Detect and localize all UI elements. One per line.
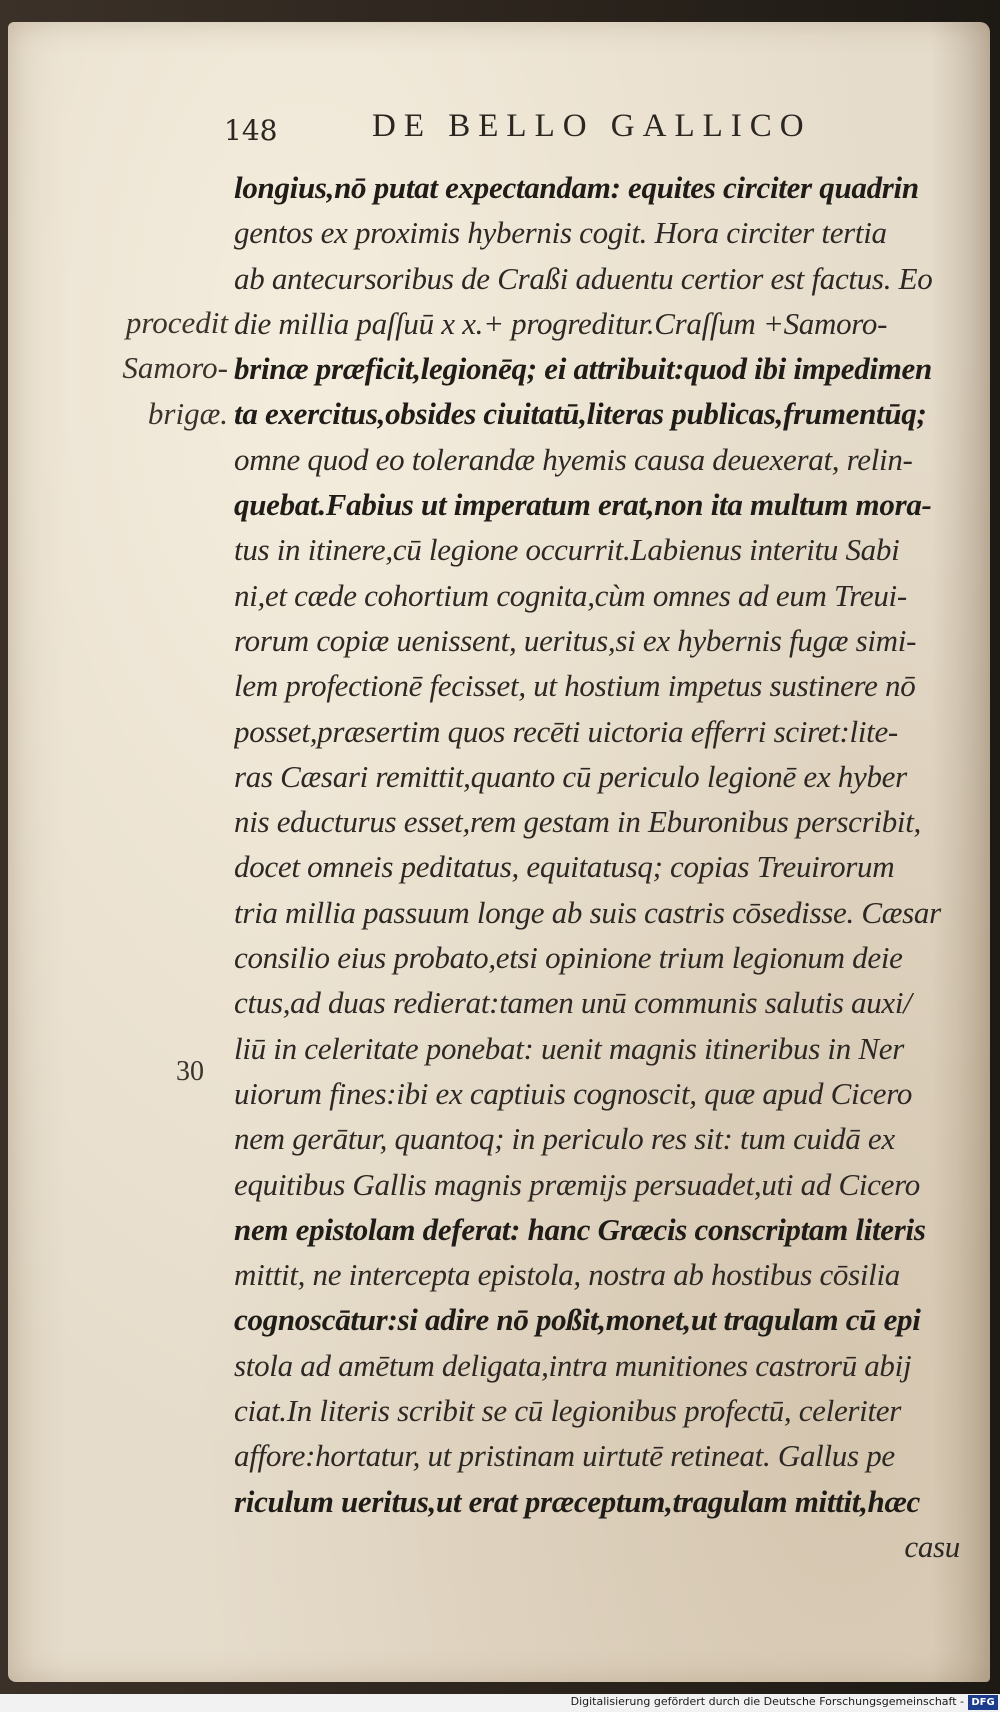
text-line: stola ad amētum deligata,intra munitiones castrorū abij (234, 1347, 912, 1383)
text-line: tus in itinere,cū legione occurrit.Labienus interitu Sabi (234, 532, 900, 568)
text-line: ctus,ad duas redierat:tamen unū communis salutis auxi/ (234, 985, 912, 1021)
text-line: die millia paſſuū x x.+ progreditur.Craſſum +Samoro- (234, 305, 888, 341)
text-line: riculum ueritus,ut erat præceptum,tragulam mittit,hæc (234, 1483, 921, 1519)
body-text (234, 165, 974, 1569)
text-line: ni,et cæde cohortium cognita,cùm omnes ad eum Treui- (234, 577, 907, 613)
text-line: cognoscātur:si adire nō poßit,monet,ut tragulam cū epi (234, 1302, 921, 1338)
text-line: consilio eius probato,etsi opinione trium legionum deie (234, 940, 903, 976)
digitization-footer (0, 1694, 1000, 1712)
marginal-note-line: Samoro- (122, 350, 228, 386)
marginal-note-line: brigæ. (147, 395, 228, 431)
dfg-logo: DFG (968, 1695, 998, 1710)
page-number: 148 (224, 114, 278, 147)
marginal-note (90, 300, 228, 436)
text-line: gentos ex proximis hybernis cogit. Hora circiter tertia (234, 215, 887, 251)
text-line: tria millia passuum longe ab suis castris cōsedisse. Cæsar (234, 894, 941, 930)
text-line: brinæ præficit,legionēq; ei attribuit:quod ibi impedimen (234, 351, 932, 387)
page-header (0, 108, 1000, 152)
text-line: docet omneis peditatus, equitatusq; copias Treuirorum (234, 849, 895, 885)
text-line: uiorum fines:ibi ex captiuis cognoscit, quæ apud Cicero (234, 1075, 913, 1111)
text-line: liū in celeritate ponebat: uenit magnis itineribus in Ner (234, 1030, 904, 1066)
catchword: casu (904, 1528, 960, 1564)
marginal-note-line: procedit (125, 305, 228, 340)
text-line: ta exercitus,obsides ciuitatū,literas publicas,frumentūq; (234, 396, 927, 432)
text-line: rorum copiæ uenissent, ueritus,si ex hybernis fugæ simi- (234, 622, 917, 658)
text-line: ciat.In literis scribit se cū legionibus profectū, celeriter (234, 1393, 902, 1429)
text-line: nem gerātur, quantoq; in periculo res sit: tum cuidā ex (234, 1121, 895, 1157)
text-line: quebat.Fabius ut imperatum erat,non ita multum mora- (234, 487, 932, 523)
text-line: lem profectionē fecisset, ut hostium impetus sustinere nō (234, 668, 916, 704)
text-line: posset,præsertim quos recēti uictoria efferri sciret:lite- (234, 713, 898, 749)
text-line: omne quod eo tolerandæ hyemis causa deuexerat, relin- (234, 441, 913, 477)
text-line: equitibus Gallis magnis præmijs persuadet,uti ad Cicero (234, 1166, 920, 1202)
running-title: DE BELLO GALLICO (372, 108, 812, 144)
text-line: nem epistolam deferat: hanc Græcis conscriptam literis (234, 1211, 926, 1247)
text-line: mittit, ne intercepta epistola, nostra ab hostibus cōsilia (234, 1257, 901, 1293)
text-line: longius,nō putat expectandam: equites circiter quadrin (234, 170, 919, 205)
funding-credit: Digitalisierung gefördert durch die Deutsche Forschungsgemeinschaft - (570, 1695, 964, 1708)
text-line: nis educturus esset,rem gestam in Eburonibus perscribit, (234, 804, 921, 840)
text-line: ras Cæsari remittit,quanto cū periculo legionē ex hyber (234, 758, 907, 794)
text-line: affore:hortatur, ut pristinam uirtutē retineat. Gallus pe (234, 1438, 895, 1474)
line-number-marker: 30 (176, 1056, 204, 1087)
text-line: ab antecursoribus de Craßi aduentu certior est factus. Eo (234, 260, 933, 296)
